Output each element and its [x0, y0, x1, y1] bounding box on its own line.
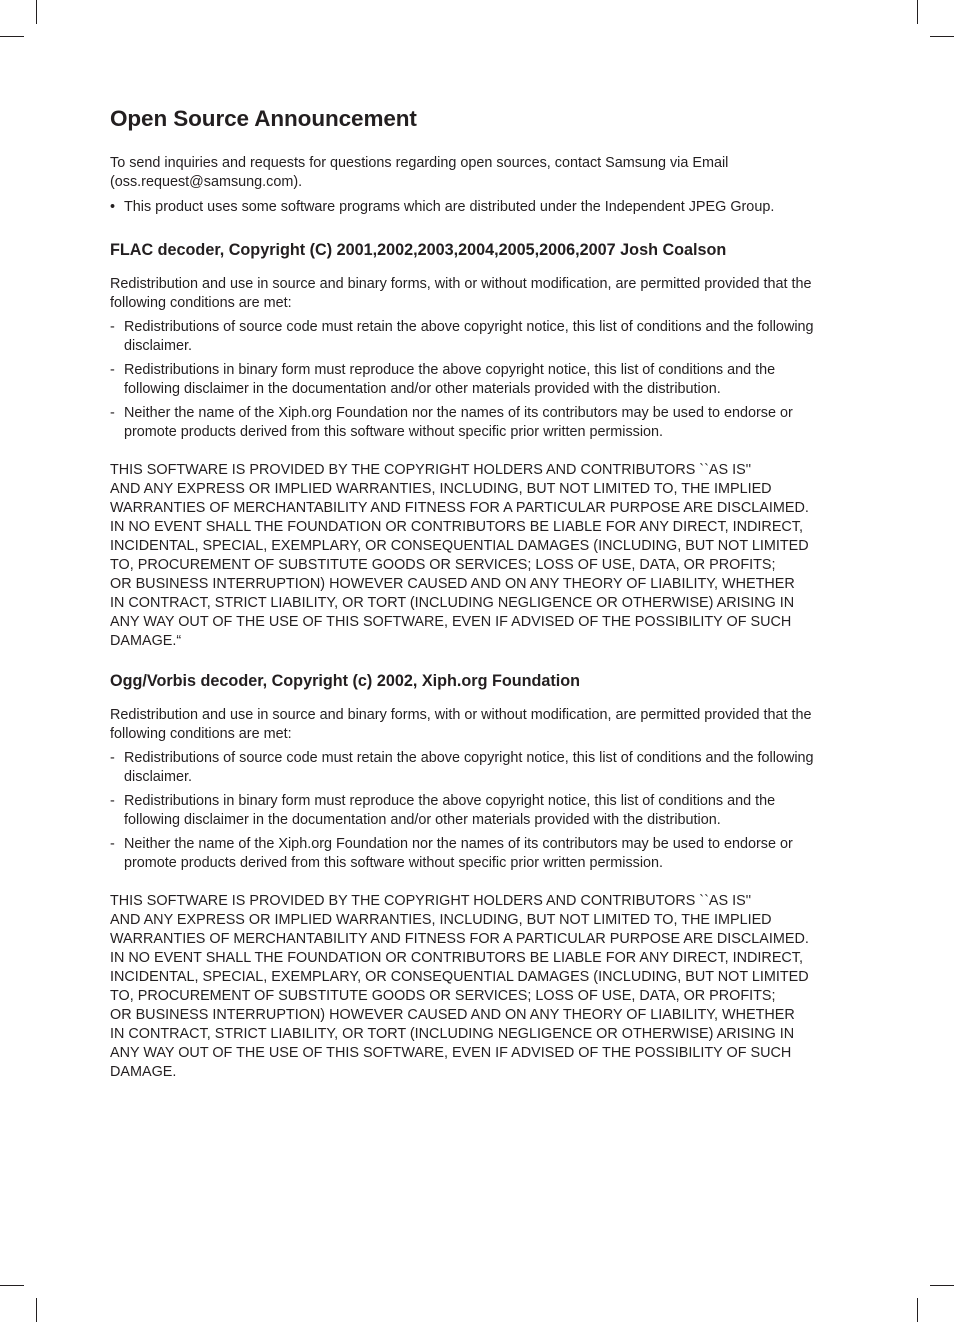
- warranty-disclaimer: THIS SOFTWARE IS PROVIDED BY THE COPYRIGHT HOLDERS AND CONTRIBUTORS ``AS IS'' AND ANY EXPRESS OR IMPLIED WARRANTIES, INCLUDING, BUT NOT LIMITED TO, THE IMPLIED WARRANTIES OF MERCHANTABILITY AND FITNESS FOR A PARTICULAR PURPOSE ARE DISCLAIMED. IN NO EVENT SHALL THE FOUNDATION OR CONTRIBUTORS BE LIABLE FOR ANY DIRECT, INDIRECT, INCIDENTAL, SPECIAL, EXEMPLARY, OR CONSEQUENTIAL DAMAGES (INCLUDING, BUT NOT LIMITED TO, PROCUREMENT OF SUBSTITUTE GOODS OR SERVICES; LOSS OF USE, DATA, OR PROFITS; OR BUSINESS INTERRUPTION) HOWEVER CAUSED AND ON ANY THEORY OF LIABILITY, WHETHER IN CONTRACT, STRICT LIABILITY, OR TORT (INCLUDING NEGLIGENCE OR OTHERWISE) ARISING IN ANY WAY OUT OF THE USE OF THIS SOFTWARE, EVEN IF ADVISED OF THE POSSIBILITY OF SUCH DAMAGE.: [110, 893, 809, 1080]
- document-body: [110, 104, 832, 1082]
- section-ogg-vorbis: [110, 670, 832, 1082]
- section-flac: [110, 239, 832, 651]
- list-item-text: Redistributions of source code must retain the above copyright notice, this list of conditions and the following disclaimer.: [124, 750, 814, 785]
- section-lead: Redistribution and use in source and binary forms, with or without modification, are permitted provided that the following conditions are met:: [110, 707, 812, 742]
- list-item-text: Redistributions of source code must retain the above copyright notice, this list of conditions and the following disclaimer.: [124, 319, 814, 354]
- dash-mark: -: [110, 362, 115, 378]
- crop-mark-bottom-left-vertical: [36, 1298, 37, 1322]
- bullet-text: This product uses some software programs which are distributed under the Independent JPEG Group.: [124, 199, 775, 215]
- list-item-text: Redistributions in binary form must reproduce the above copyright notice, this list of conditions and the following disclaimer in the documentation and/or other materials provided with the distribution.: [124, 362, 776, 397]
- crop-mark-top-right-vertical: [917, 0, 918, 24]
- list-item: [110, 361, 832, 399]
- section-heading: Ogg/Vorbis decoder, Copyright (c) 2002, Xiph.org Foundation: [110, 672, 581, 690]
- dash-mark: -: [110, 750, 115, 766]
- list-item: [110, 404, 832, 442]
- jpeg-bullet: [110, 198, 832, 217]
- section-heading: FLAC decoder, Copyright (C) 2001,2002,2003,2004,2005,2006,2007 Josh Coalson: [110, 241, 727, 259]
- dash-mark: -: [110, 405, 115, 421]
- crop-mark-top-left-vertical: [36, 0, 37, 24]
- conditions-list: [110, 318, 832, 442]
- crop-mark-top-left-horizontal: [0, 36, 24, 37]
- list-item-text: Redistributions in binary form must reproduce the above copyright notice, this list of conditions and the following disclaimer in the documentation and/or other materials provided with the distribution.: [124, 793, 776, 828]
- bullet-mark: •: [110, 199, 116, 215]
- list-item: [110, 749, 832, 787]
- dash-mark: -: [110, 836, 115, 852]
- section-lead: Redistribution and use in source and binary forms, with or without modification, are permitted provided that the following conditions are met:: [110, 276, 812, 311]
- crop-mark-bottom-right-horizontal: [930, 1285, 954, 1286]
- crop-mark-bottom-left-horizontal: [0, 1285, 24, 1286]
- warranty-disclaimer: THIS SOFTWARE IS PROVIDED BY THE COPYRIGHT HOLDERS AND CONTRIBUTORS ``AS IS'' AND ANY EXPRESS OR IMPLIED WARRANTIES, INCLUDING, BUT NOT LIMITED TO, THE IMPLIED WARRANTIES OF MERCHANTABILITY AND FITNESS FOR A PARTICULAR PURPOSE ARE DISCLAIMED. IN NO EVENT SHALL THE FOUNDATION OR CONTRIBUTORS BE LIABLE FOR ANY DIRECT, INDIRECT, INCIDENTAL, SPECIAL, EXEMPLARY, OR CONSEQUENTIAL DAMAGES (INCLUDING, BUT NOT LIMITED TO, PROCUREMENT OF SUBSTITUTE GOODS OR SERVICES; LOSS OF USE, DATA, OR PROFITS; OR BUSINESS INTERRUPTION) HOWEVER CAUSED AND ON ANY THEORY OF LIABILITY, WHETHER IN CONTRACT, STRICT LIABILITY, OR TORT (INCLUDING NEGLIGENCE OR OTHERWISE) ARISING IN ANY WAY OUT OF THE USE OF THIS SOFTWARE, EVEN IF ADVISED OF THE POSSIBILITY OF SUCH DAMAGE.“: [110, 462, 809, 649]
- list-item: [110, 318, 832, 356]
- dash-mark: -: [110, 319, 115, 335]
- list-item-text: Neither the name of the Xiph.org Foundation nor the names of its contributors may be used to endorse or promote products derived from this software without specific prior written permission.: [124, 405, 793, 440]
- dash-mark: -: [110, 793, 115, 809]
- crop-mark-bottom-right-vertical: [917, 1298, 918, 1322]
- list-item-text: Neither the name of the Xiph.org Foundation nor the names of its contributors may be used to endorse or promote products derived from this software without specific prior written permission.: [124, 836, 793, 871]
- page-title: Open Source Announcement: [110, 106, 417, 131]
- list-item: [110, 792, 832, 830]
- list-item: [110, 835, 832, 873]
- intro-paragraph: To send inquiries and requests for questions regarding open sources, contact Samsung via Email (oss.request@samsung.com).: [110, 155, 729, 190]
- conditions-list: [110, 749, 832, 873]
- crop-mark-top-right-horizontal: [930, 36, 954, 37]
